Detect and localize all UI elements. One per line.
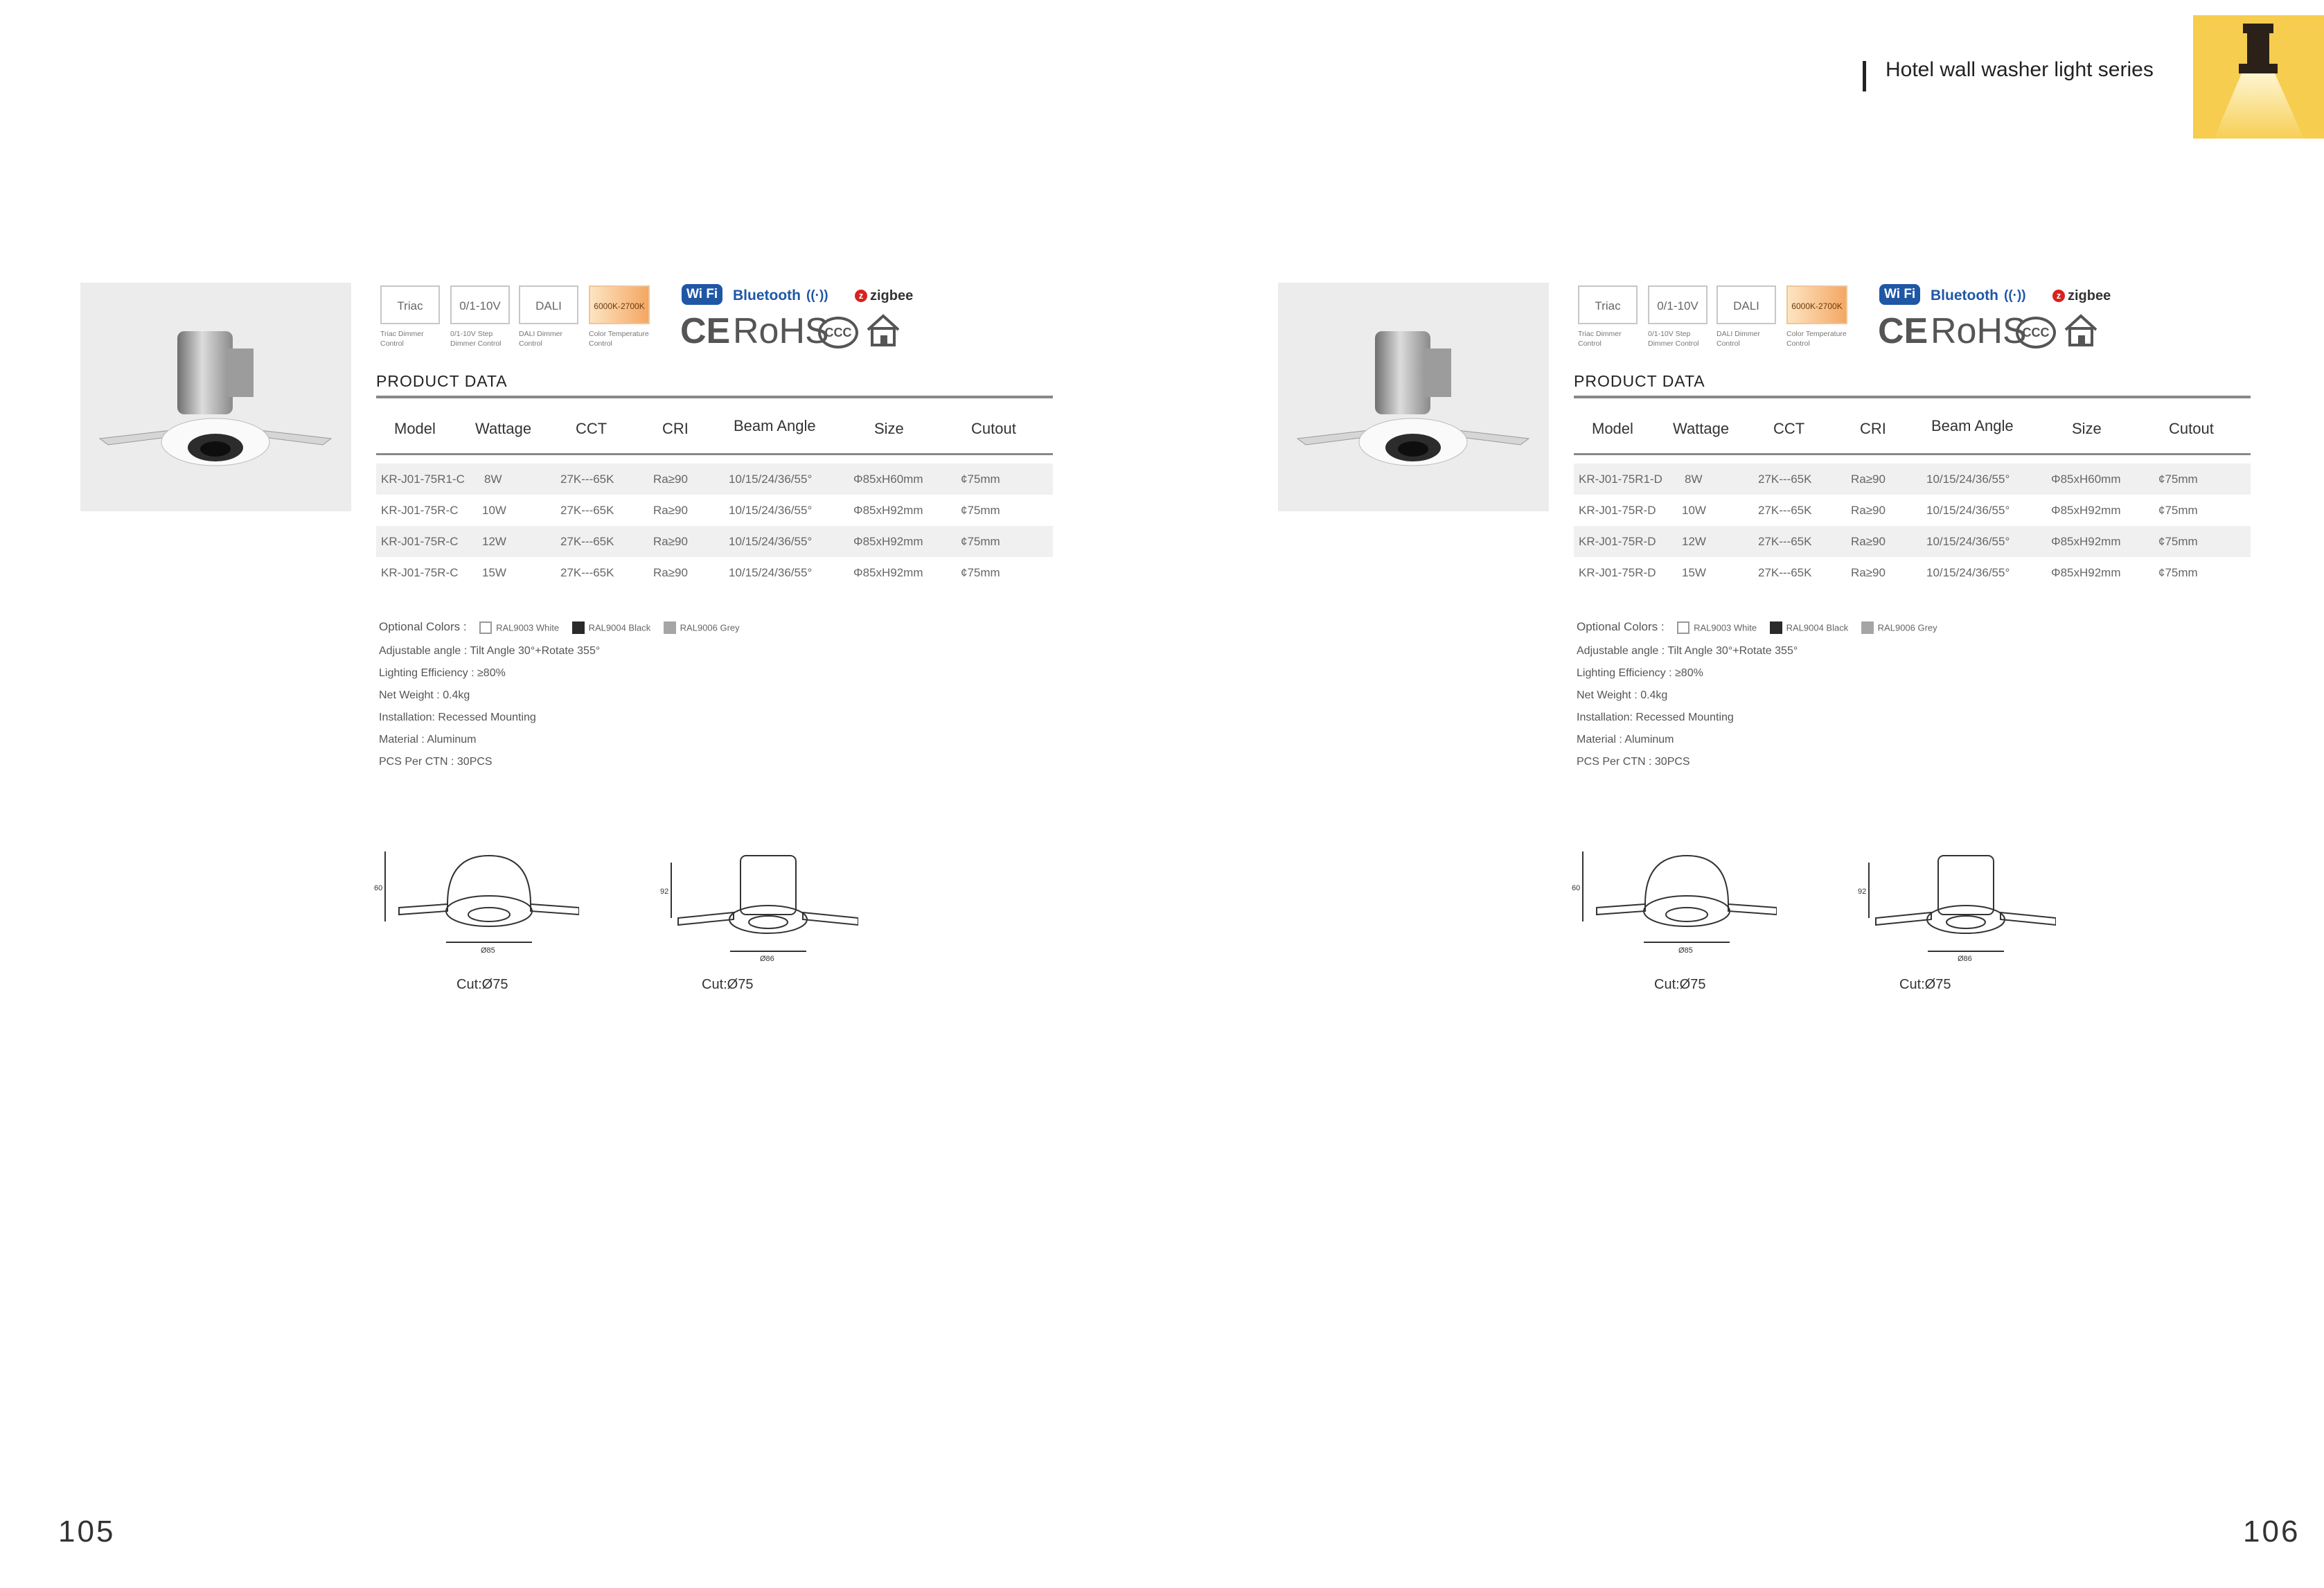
color-swatch-black (1770, 621, 1782, 634)
color-label: RAL9006 Grey (1877, 622, 1937, 633)
dim-height-label: 60 (1572, 884, 1581, 892)
ce-mark: CE (1878, 311, 1928, 351)
table-top-rule (376, 396, 1053, 398)
color-label: RAL9004 Black (588, 622, 651, 633)
spec-material: Material : Aluminum (379, 734, 477, 746)
zigbee-logo (2052, 284, 2111, 308)
cell-cct: 27K---65K (560, 473, 614, 486)
bluetooth-label: Bluetooth (733, 288, 801, 303)
dimension-drawing (371, 849, 579, 973)
spec-weight: Net Weight : 0.4kg (379, 689, 470, 701)
color-swatch-black (572, 621, 585, 634)
zigbee-label: zigbee (2068, 288, 2111, 303)
cell-model: KR-J01-75R-C (381, 535, 459, 548)
zigbee-icon: z (2052, 290, 2065, 302)
spec-weight: Net Weight : 0.4kg (1577, 689, 1668, 701)
dali-caption: DALI Dimmer Control (519, 330, 563, 348)
color-swatch-white (479, 621, 492, 634)
bluetooth-logo (733, 284, 801, 308)
color-swatch-white (1677, 621, 1689, 634)
table-top-rule (1574, 396, 2251, 398)
cell-cri: Ra≥90 (653, 504, 688, 517)
col-cutout: Cutout (2169, 420, 2214, 437)
triac-badge: Triac (380, 285, 440, 324)
dimension-drawing (1569, 849, 1777, 973)
spec-adjustable-angle: Adjustable angle : Tilt Angle 30°+Rotate 355° (379, 645, 601, 657)
col-cri: CRI (1860, 420, 1886, 437)
table-header-rule (1574, 453, 2251, 455)
dimmer-010v-caption: 0/1-10V Step Dimmer Control (450, 330, 502, 348)
bluetooth-logo (1931, 284, 1998, 308)
table-row (1574, 526, 2251, 557)
bluetooth-label: Bluetooth (1931, 288, 1998, 303)
cell-model: KR-J01-75R1-D (1579, 473, 1662, 486)
cell-cct: 27K---65K (1758, 535, 1812, 548)
dim-height-label: 60 (374, 884, 383, 892)
col-model: Model (394, 420, 436, 437)
dali-badge: DALI (1717, 285, 1776, 324)
cell-wattage: 12W (1682, 535, 1706, 548)
cct-caption: Color Temperature Control (1786, 330, 1847, 348)
cell-size: Φ85xH60mm (2051, 473, 2121, 486)
house-icon (864, 310, 903, 349)
cell-model: KR-J01-75R-D (1579, 535, 1656, 548)
col-beam-angle: Beam Angle (734, 417, 816, 434)
cell-cutout: ¢75mm (2158, 535, 2198, 548)
cell-wattage: 10W (1682, 504, 1706, 517)
spec-efficiency: Lighting Efficiency : ≥80% (379, 667, 506, 679)
house-icon (2061, 310, 2100, 349)
cell-cct: 27K---65K (560, 504, 614, 517)
col-model: Model (1592, 420, 1633, 437)
cell-beam: 10/15/24/36/55° (1926, 504, 2010, 517)
series-title: Hotel wall washer light series (1886, 58, 2154, 81)
optional-colors (379, 620, 740, 634)
cell-cct: 27K---65K (1758, 504, 1812, 517)
cell-cri: Ra≥90 (1851, 566, 1886, 579)
table-row (1574, 495, 2251, 526)
rohs-mark: RoHS (1931, 311, 2027, 351)
optional-colors-label: Optional Colors : (1577, 620, 1665, 633)
cell-cutout: ¢75mm (961, 504, 1000, 517)
col-cutout: Cutout (971, 420, 1016, 437)
ccc-mark: CCC (818, 317, 858, 349)
col-wattage: Wattage (1673, 420, 1730, 437)
brand-lamp-icon (2193, 15, 2324, 139)
cut-label: Cut:Ø75 (1899, 977, 1951, 992)
page-number-right: 106 (2243, 1515, 2300, 1549)
spec-installation: Installation: Recessed Mounting (379, 712, 536, 723)
cell-cutout: ¢75mm (961, 473, 1000, 486)
cell-beam: 10/15/24/36/55° (729, 535, 813, 548)
cell-wattage: 15W (482, 566, 506, 579)
col-wattage: Wattage (475, 420, 532, 437)
cell-model: KR-J01-75R-D (1579, 504, 1656, 517)
dimension-drawing (650, 849, 858, 973)
signal-icon: ((·)) (806, 288, 828, 303)
col-cct: CCT (1773, 420, 1805, 437)
dim-diameter-label: Ø86 (760, 955, 774, 963)
product-photo (1278, 283, 1549, 511)
spec-pcs-per-ctn: PCS Per CTN : 30PCS (379, 756, 493, 768)
rohs-mark: RoHS (733, 311, 829, 351)
cct-badge: 6000K-2700K (1786, 285, 1847, 324)
zigbee-label: zigbee (870, 288, 914, 303)
cell-cri: Ra≥90 (1851, 473, 1886, 486)
dimmer-010v-badge: 0/1-10V (450, 285, 510, 324)
cell-beam: 10/15/24/36/55° (729, 566, 813, 579)
cct-caption: Color Temperature Control (589, 330, 649, 348)
cell-wattage: 12W (482, 535, 506, 548)
cell-cri: Ra≥90 (653, 473, 688, 486)
cell-wattage: 8W (1685, 473, 1703, 486)
page-number-left: 105 (58, 1515, 116, 1549)
cell-size: Φ85xH92mm (853, 566, 923, 579)
dim-height-label: 92 (660, 888, 669, 896)
cut-label: Cut:Ø75 (702, 977, 754, 992)
optional-colors (1577, 620, 1937, 634)
cell-cutout: ¢75mm (2158, 504, 2198, 517)
zigbee-logo (855, 284, 913, 308)
cell-model: KR-J01-75R-C (381, 566, 459, 579)
cell-cri: Ra≥90 (1851, 504, 1886, 517)
triac-badge: Triac (1578, 285, 1638, 324)
col-size: Size (874, 420, 904, 437)
wifi-logo: Wi Fi (682, 284, 722, 305)
cell-size: Φ85xH92mm (2051, 566, 2121, 579)
page-left (80, 0, 1016, 1039)
cell-beam: 10/15/24/36/55° (1926, 535, 2010, 548)
signal-icon: ((·)) (2004, 288, 2026, 303)
cell-cutout: ¢75mm (961, 566, 1000, 579)
table-row (376, 495, 1053, 526)
dali-badge: DALI (519, 285, 578, 324)
table-row (1574, 464, 2251, 495)
cut-label: Cut:Ø75 (456, 977, 508, 992)
color-swatch-grey (1861, 621, 1874, 634)
triac-caption: Triac Dimmer Control (380, 330, 424, 348)
cell-cutout: ¢75mm (961, 535, 1000, 548)
color-label: RAL9004 Black (1786, 622, 1849, 633)
cut-label: Cut:Ø75 (1654, 977, 1706, 992)
table-row (376, 557, 1053, 588)
product-data-title: PRODUCT DATA (1574, 372, 1705, 390)
cell-size: Φ85xH92mm (853, 535, 923, 548)
dim-diameter-label: Ø85 (481, 946, 495, 955)
cell-beam: 10/15/24/36/55° (1926, 473, 2010, 486)
spec-efficiency: Lighting Efficiency : ≥80% (1577, 667, 1703, 679)
cell-wattage: 15W (1682, 566, 1706, 579)
cell-wattage: 10W (482, 504, 506, 517)
cell-size: Φ85xH60mm (853, 473, 923, 486)
cell-size: Φ85xH92mm (2051, 504, 2121, 517)
dimmer-010v-badge: 0/1-10V (1648, 285, 1707, 324)
cct-badge: 6000K-2700K (589, 285, 650, 324)
cell-cri: Ra≥90 (653, 535, 688, 548)
ce-mark: CE (680, 311, 731, 351)
cell-cct: 27K---65K (1758, 566, 1812, 579)
col-beam-angle: Beam Angle (1931, 417, 2014, 434)
cell-beam: 10/15/24/36/55° (729, 473, 813, 486)
dimmer-010v-caption: 0/1-10V Step Dimmer Control (1648, 330, 1699, 348)
cell-size: Φ85xH92mm (2051, 535, 2121, 548)
cell-size: Φ85xH92mm (853, 504, 923, 517)
color-label: RAL9003 White (1694, 622, 1757, 633)
color-label: RAL9003 White (496, 622, 560, 633)
product-data-title: PRODUCT DATA (376, 372, 508, 390)
spec-pcs-per-ctn: PCS Per CTN : 30PCS (1577, 756, 1690, 768)
cell-model: KR-J01-75R-D (1579, 566, 1656, 579)
color-label: RAL9006 Grey (680, 622, 740, 633)
wifi-logo: Wi Fi (1879, 284, 1920, 305)
table-row (376, 464, 1053, 495)
col-size: Size (2072, 420, 2102, 437)
dim-diameter-label: Ø86 (1958, 955, 1972, 963)
cell-beam: 10/15/24/36/55° (729, 504, 813, 517)
cell-beam: 10/15/24/36/55° (1926, 566, 2010, 579)
spec-installation: Installation: Recessed Mounting (1577, 712, 1734, 723)
color-swatch-grey (664, 621, 676, 634)
cell-cct: 27K---65K (560, 535, 614, 548)
spec-adjustable-angle: Adjustable angle : Tilt Angle 30°+Rotate 355° (1577, 645, 1798, 657)
cell-cri: Ra≥90 (1851, 535, 1886, 548)
triac-caption: Triac Dimmer Control (1578, 330, 1622, 348)
cell-cct: 27K---65K (1758, 473, 1812, 486)
cell-cct: 27K---65K (560, 566, 614, 579)
cell-cri: Ra≥90 (653, 566, 688, 579)
optional-colors-label: Optional Colors : (379, 620, 467, 633)
table-header-rule (376, 453, 1053, 455)
cell-model: KR-J01-75R1-C (381, 473, 465, 486)
zigbee-icon: z (855, 290, 867, 302)
ccc-mark: CCC (2016, 317, 2056, 349)
cell-cutout: ¢75mm (2158, 566, 2198, 579)
spec-material: Material : Aluminum (1577, 734, 1674, 746)
col-cri: CRI (662, 420, 689, 437)
table-row (376, 526, 1053, 557)
cell-cutout: ¢75mm (2158, 473, 2198, 486)
dimension-drawing (1848, 849, 2056, 973)
dim-height-label: 92 (1858, 888, 1867, 896)
dim-diameter-label: Ø85 (1678, 946, 1693, 955)
cell-wattage: 8W (484, 473, 502, 486)
table-row (1574, 557, 2251, 588)
col-cct: CCT (576, 420, 607, 437)
cell-model: KR-J01-75R-C (381, 504, 459, 517)
dali-caption: DALI Dimmer Control (1717, 330, 1761, 348)
product-photo (80, 283, 351, 511)
